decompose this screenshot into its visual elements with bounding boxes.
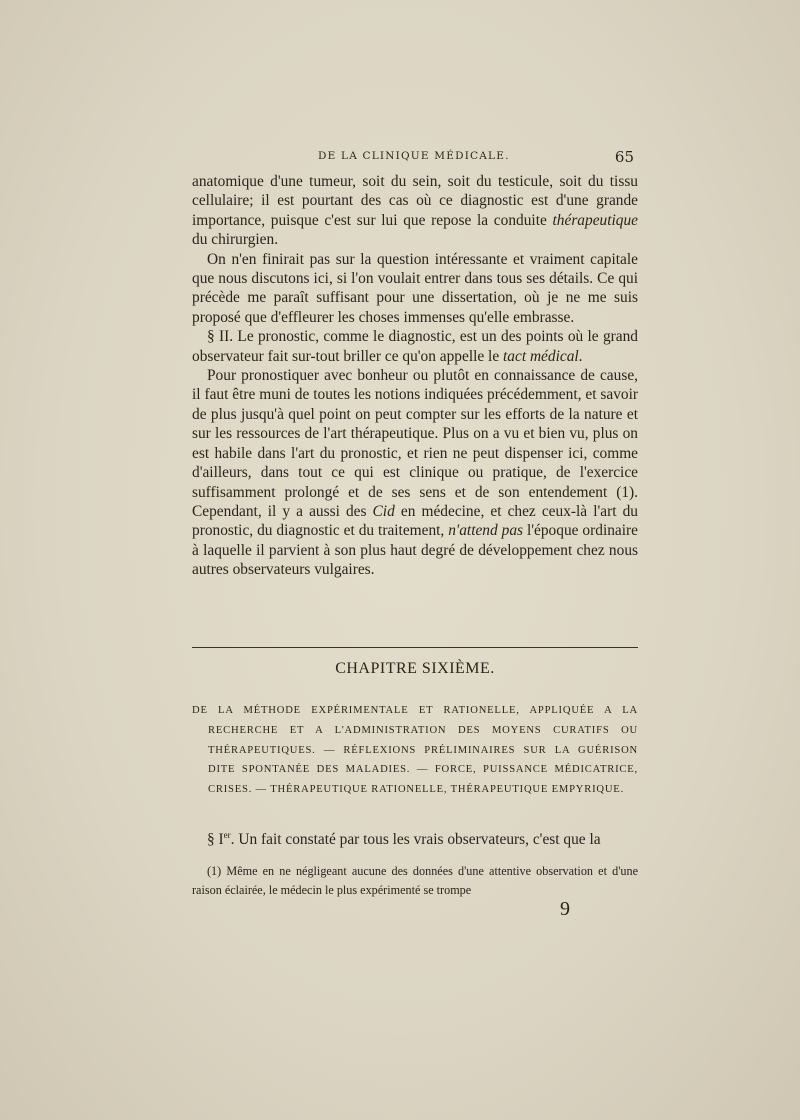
page-header bbox=[192, 148, 638, 168]
body-text bbox=[192, 172, 638, 580]
running-head: DE LA CLINIQUE MÉDICALE. bbox=[318, 150, 510, 162]
paragraph: Pour pronostiquer avec bonheur ou plutôt en connaissance de cause, il faut être muni de toutes les notions indiquées précédemment, et savoir de plus jusqu'à quel point on peut compter sur les efforts de la nature et sur les ressources de l'art thérapeutique. Plus on a vu et bien vu, plus on est habile dans l'art du pronostic, et rien ne peut dispenser ici, comme d'ailleurs, dans tout ce qui est clinique ou pratique, de l'exercice suffisamment prolongé et de ses sens et de son entendement (1). Cependant, il y a aussi des Cid en médecine, et chez ceux-là l'art du pronostic, du diagnostic et du traitement, n'attend pas l'époque ordinaire à laquelle il parvient à son plus haut degré de développement chez nous autres observateurs vulgaires. bbox=[192, 367, 638, 579]
paragraph: On n'en finirait pas sur la question intéressante et vraiment capitale que nous discutons ici, si l'on voulait entrer dans tous ses détails. Ce qui précède me paraît suffisant pour une dissertation, où je ne me suis proposé que d'effleurer les choses immenses qu'elle embrasse. bbox=[192, 250, 638, 326]
section-opening: § Ier. Un fait constaté par tous les vrais observateurs, c'est que la bbox=[207, 830, 601, 849]
chapter-divider bbox=[192, 647, 638, 648]
paragraph: § II. Le pronostic, comme le diagnostic, est un des points où le grand observateur fait sur-tout briller ce qu'on appelle le tact médical. bbox=[192, 328, 638, 365]
page-number: 65 bbox=[614, 148, 634, 166]
chapter-summary: DE LA MÉTHODE EXPÉRIMENTALE ET RATIONELLE, APPLIQUÉE A LA RECHERCHE ET A L'ADMINISTRATION DES MOYENS CURATIFS OU THÉRAPEUTIQUES. — RÉFLEXIONS PRÉLIMINAIRES SUR LA GUÉRISON DITE SPONTANÉE DES MALADIES. — FORCE, PUISSANCE MÉDICATRICE, CRISES. — THÉRAPEUTIQUE RATIONELLE, THÉRAPEUTIQUE EMPYRIQUE. bbox=[192, 705, 638, 796]
footnote: (1) Même en ne négligeant aucune des données d'une attentive observation et d'une raison éclairée, le médecin le plus expérimenté se trompe bbox=[192, 864, 638, 897]
signature-mark: 9 bbox=[560, 898, 570, 920]
paragraph: anatomique d'une tumeur, soit du sein, soit du testicule, soit du tissu cellulaire; il est pourtant des cas où ce diagnostic est d'une grande importance, puisque c'est sur lui que repose la conduite thérapeutique du chirurgien. bbox=[192, 173, 638, 249]
chapter-title: CHAPITRE SIXIÈME. bbox=[335, 660, 495, 677]
